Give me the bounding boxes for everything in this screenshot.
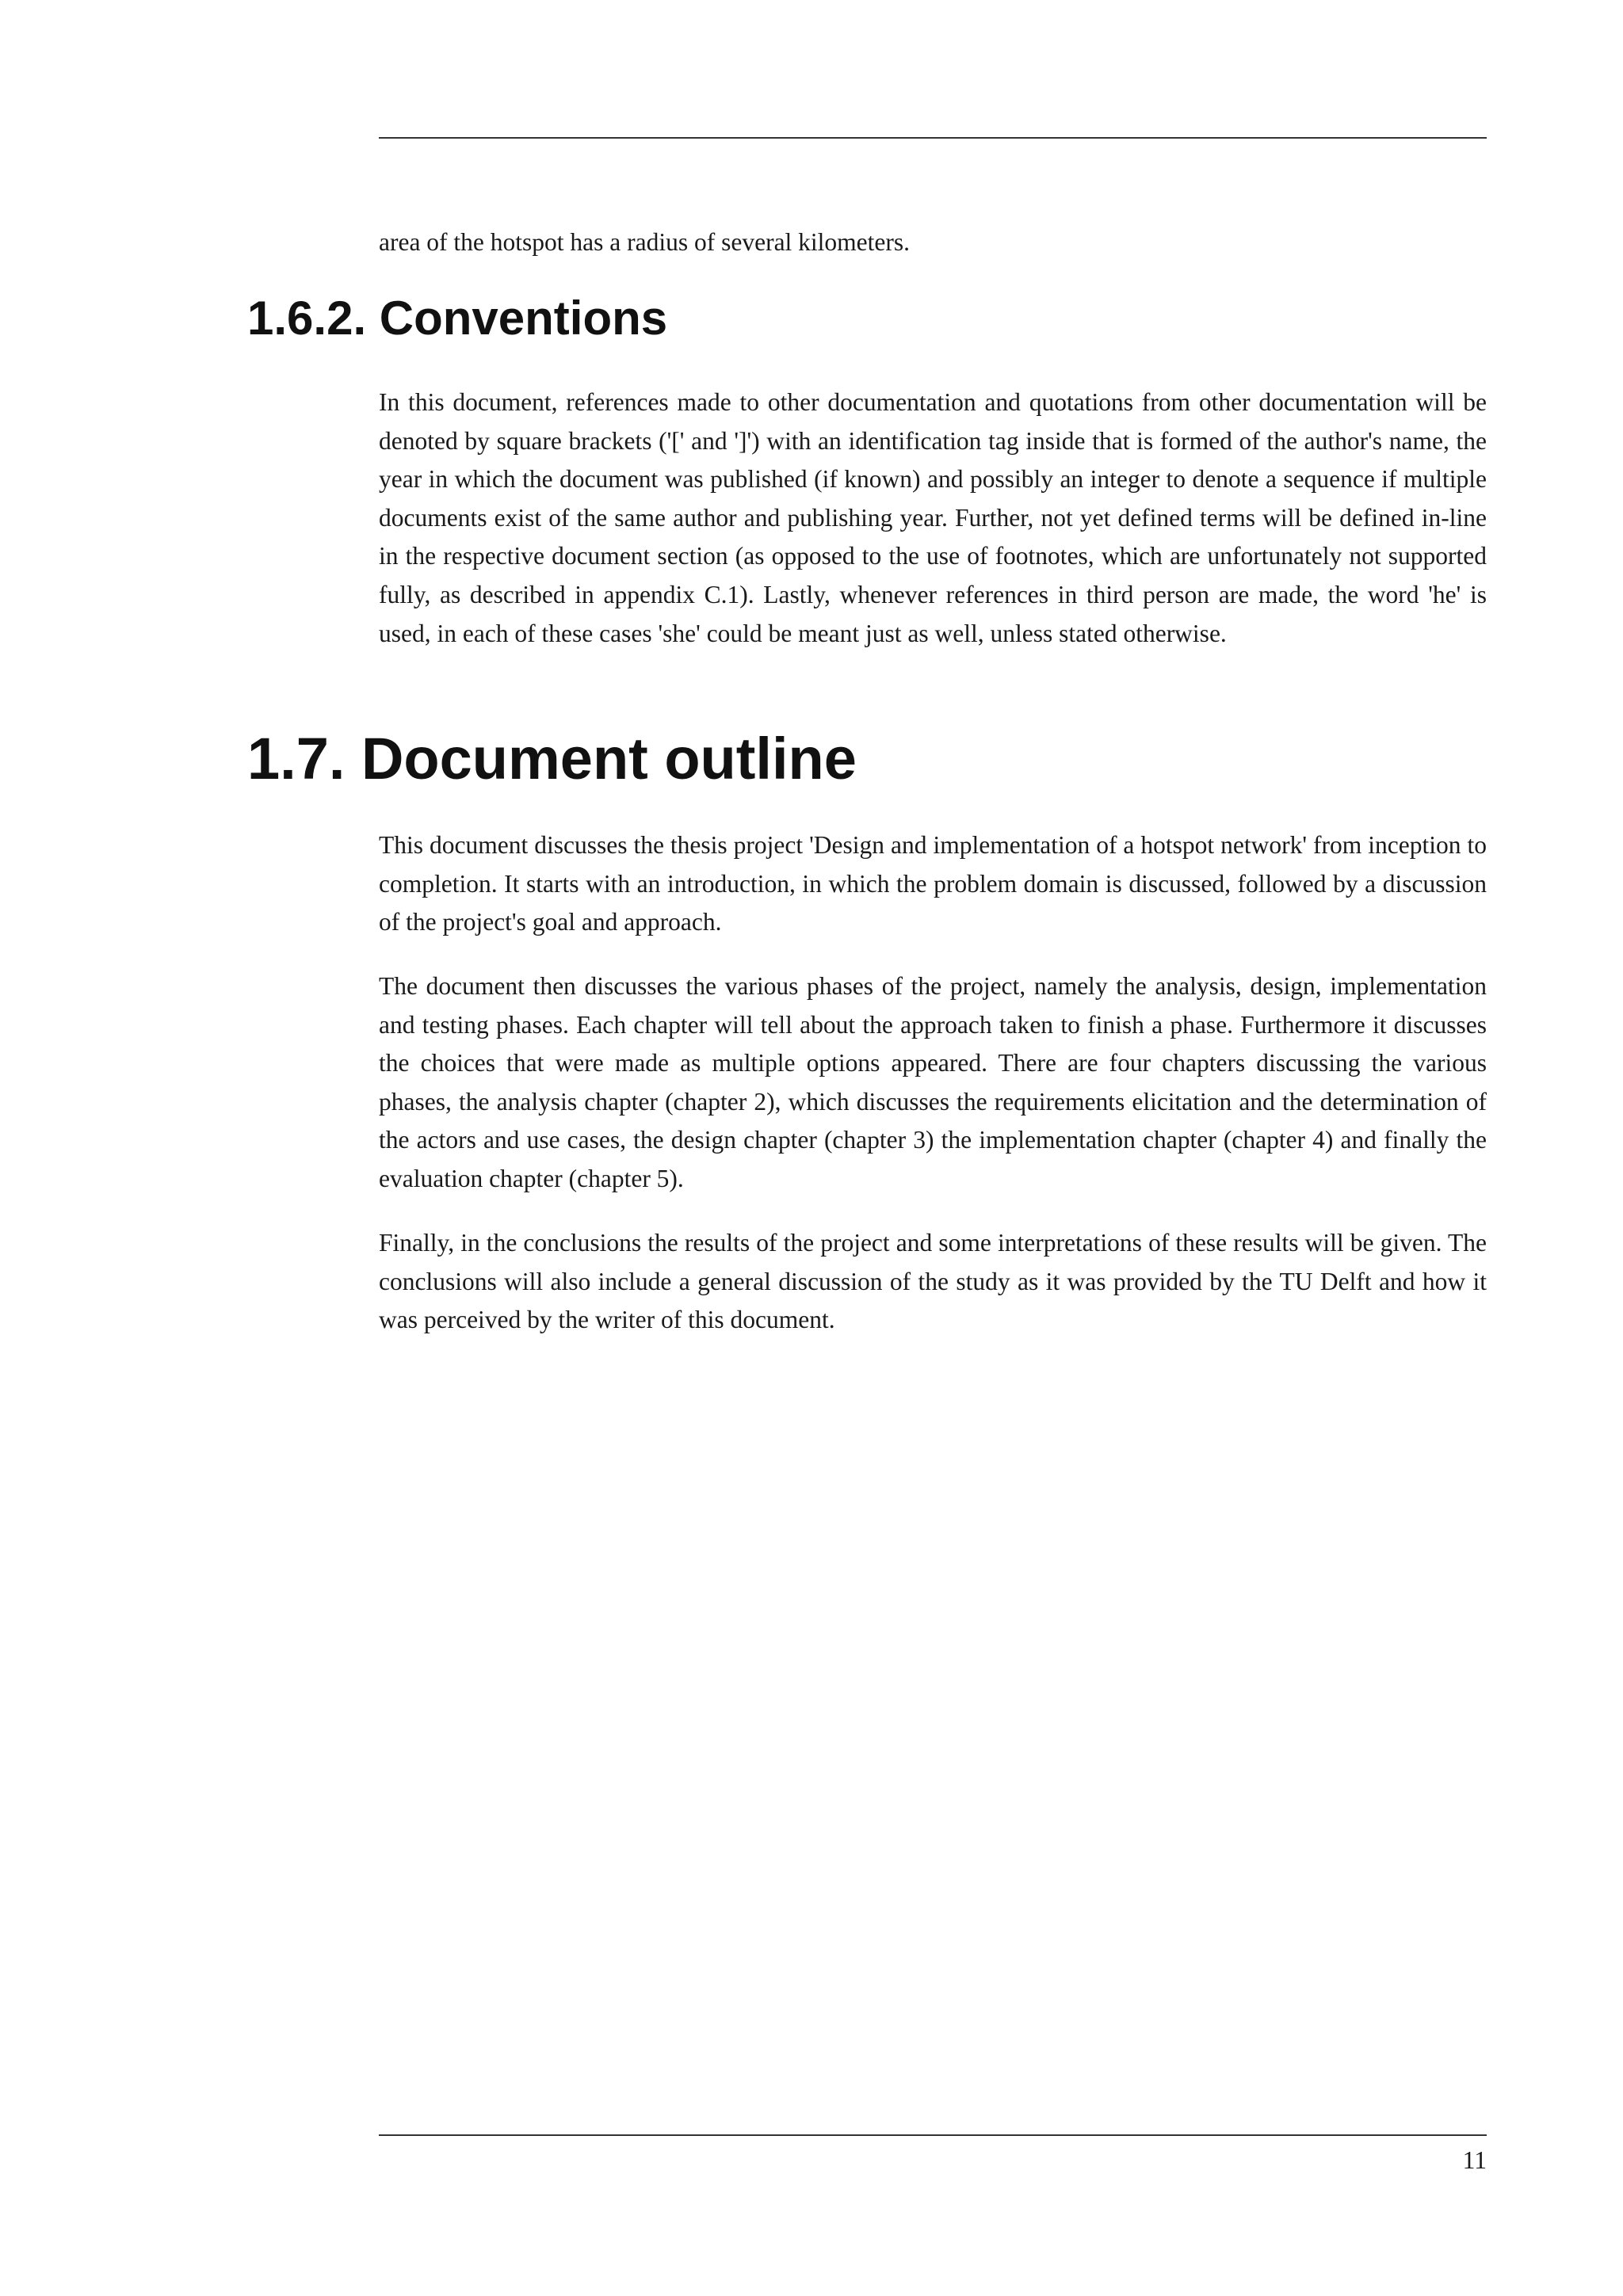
- continuation-paragraph: area of the hotspot has a radius of several kilometers.: [379, 228, 911, 256]
- page-number: 11: [1462, 2146, 1487, 2174]
- conventions-paragraph: In this document, references made to other documentation and quotations from other documentation will be denoted by square brackets ('[' and ']') with an identification tag inside that is formed of the author's name, the year in which the document was published (if known) and possibly an integer to denote a sequence if multiple documents exist of the same author and publishing year. Further, not yet defined terms will be defined in-line in the respective document section (as opposed to the use of footnotes, which are unfortunately not supported fully, as described in appendix C.1). Lastly, whenever references in third person are made, the word 'he' is used, in each of these cases 'she' could be meant just as well, unless stated otherwise.: [379, 388, 1487, 647]
- outline-paragraph-3: Finally, in the conclusions the results of the project and some interpretations of these results will be given. The conclusions will also include a general discussion of the study as it was provided by the TU Delft and how it was perceived by the writer of this document.: [379, 1229, 1487, 1334]
- footer-rule: [379, 2134, 1487, 2136]
- header-rule: [379, 137, 1487, 139]
- section-heading-conventions: 1.6.2. Conventions: [247, 292, 668, 345]
- section-heading-document-outline: 1.7. Document outline: [247, 726, 857, 791]
- outline-paragraph-1: This document discusses the thesis project 'Design and implementation of a hotspot network' from inception to completion. It starts with an introduction, in which the problem domain is discussed, followed by a discussion of the project's goal and approach.: [379, 831, 1487, 936]
- outline-paragraph-2: The document then discusses the various phases of the project, namely the analysis, design, implementation and testing phases. Each chapter will tell about the approach taken to finish a phase. Furthermore it discusses the choices that were made as multiple options appeared. There are four chapters discussing the various phases, the analysis chapter (chapter 2), which discusses the requirements elicitation and the determination of the actors and use cases, the design chapter (chapter 3) the implementation chapter (chapter 4) and finally the evaluation chapter (chapter 5).: [379, 972, 1487, 1192]
